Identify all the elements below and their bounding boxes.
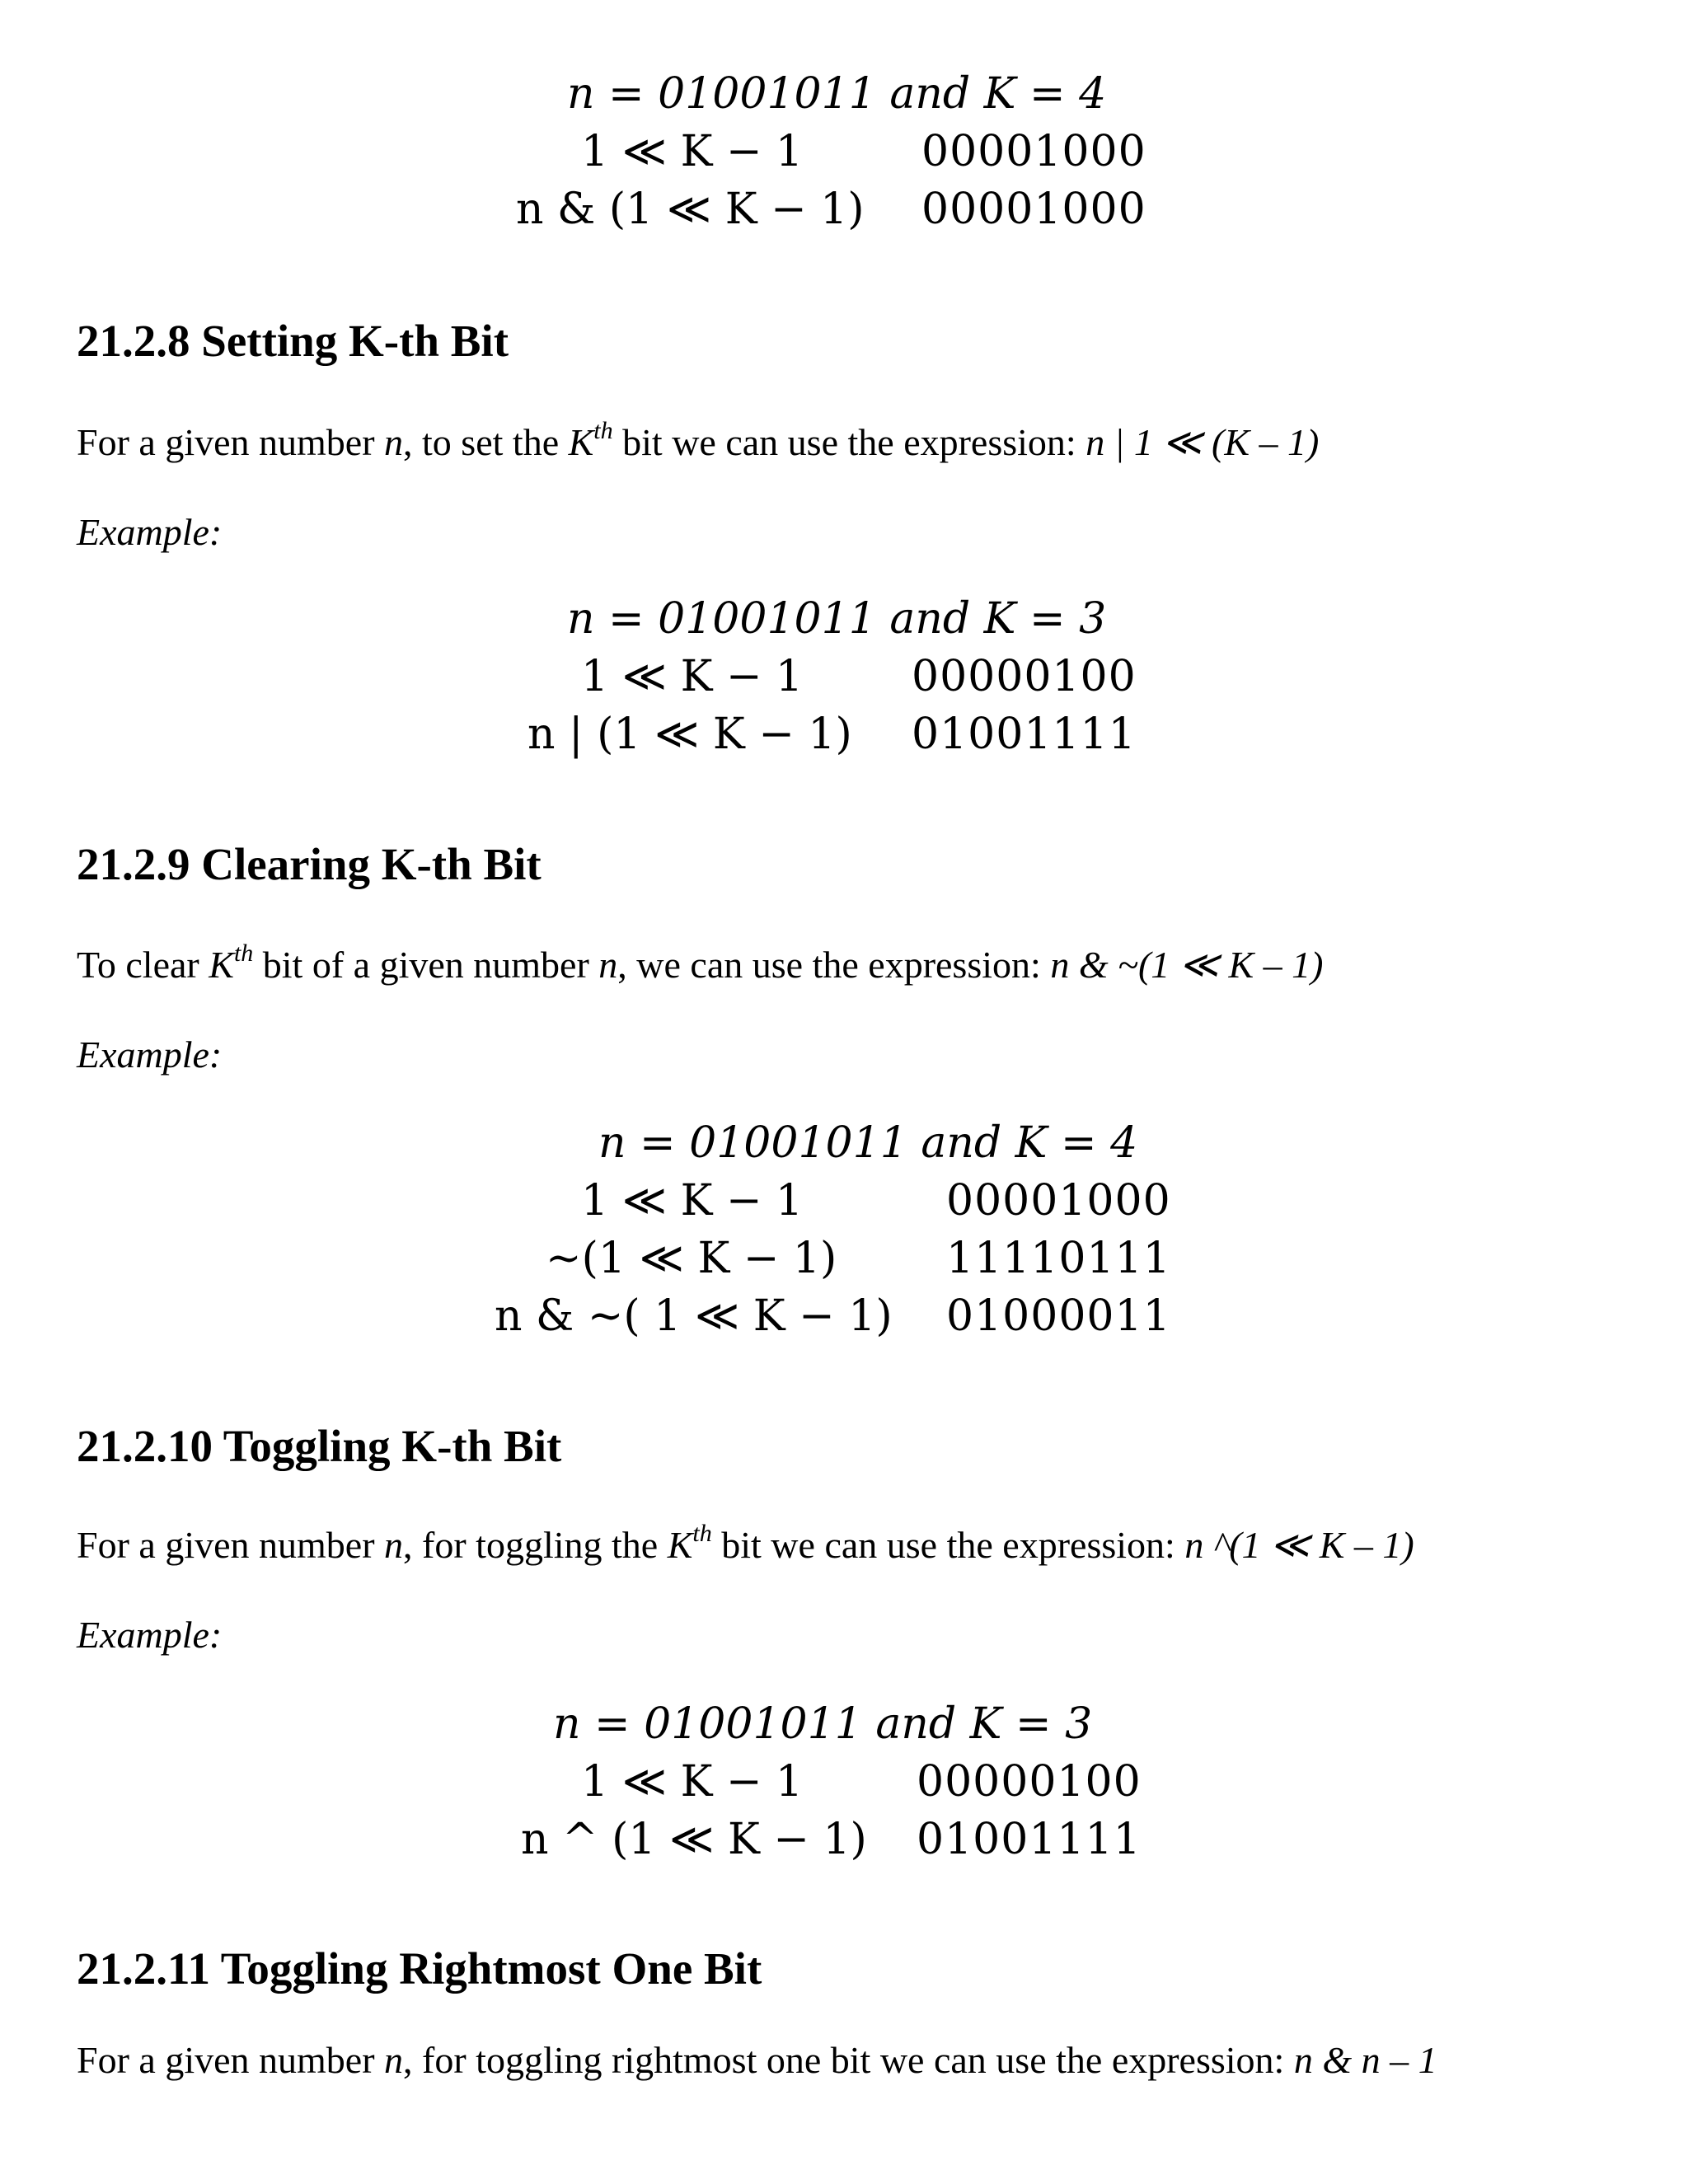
example-setting-math — [0, 591, 1688, 764]
text-run: bit we can use the expression: — [711, 1524, 1185, 1566]
math-header: n = 01001011 and K = 3 — [567, 594, 1107, 644]
text-run: bit of a given number — [253, 944, 599, 986]
variable-n: n — [384, 2039, 404, 2081]
section-heading-rightmost: 21.2.11 Toggling Rightmost One Bit — [77, 1943, 762, 1994]
math-header: n = 01001011 and K = 3 — [553, 1699, 1093, 1749]
math-row-expression: ~(1 ≪ K − 1) — [546, 1234, 837, 1283]
superscript-th: th — [692, 1520, 712, 1547]
math-row-bits: 01001111 — [912, 710, 1137, 759]
example-label: Example: — [77, 1033, 223, 1076]
math-row-bits: 00000100 — [917, 1757, 1142, 1807]
text-run: , we can use the expression: — [617, 944, 1051, 986]
math-row-expression: n & ~( 1 ≪ K − 1) — [495, 1291, 893, 1341]
variable-n: n — [384, 1524, 404, 1566]
math-row-bits: 01000011 — [946, 1291, 1171, 1341]
math-row-expression: n & (1 ≪ K − 1) — [516, 185, 865, 234]
variable-n: n — [598, 944, 618, 986]
math-row-bits: 00000100 — [912, 652, 1137, 701]
math-header: n = 01001011 and K = 4 — [598, 1118, 1138, 1168]
inline-expression: n ^(1 ≪ K – 1) — [1184, 1524, 1414, 1566]
text-run: For a given number — [77, 1524, 385, 1566]
superscript-th: th — [233, 940, 254, 967]
inline-expression: n & ~(1 ≪ K – 1) — [1050, 944, 1324, 986]
variable-k: K — [568, 421, 594, 463]
text-run: , for toggling the — [403, 1524, 668, 1566]
example-top-math — [0, 66, 1688, 239]
text-run: , to set the — [403, 421, 569, 463]
inline-expression: n & n – 1 — [1293, 2039, 1437, 2081]
math-row-bits: 11110111 — [946, 1234, 1171, 1283]
section-paragraph-setting — [77, 417, 1320, 463]
variable-n: n — [384, 421, 404, 463]
math-header: n = 01001011 and K = 4 — [567, 69, 1107, 119]
superscript-th: th — [593, 417, 613, 444]
example-label: Example: — [77, 1614, 223, 1656]
math-row-expression: 1 ≪ K − 1 — [581, 1757, 804, 1807]
math-row-expression: n ^ (1 ≪ K − 1) — [521, 1815, 867, 1864]
variable-k: K — [209, 944, 234, 986]
variable-k: K — [667, 1524, 693, 1566]
text-run: , for toggling rightmost one bit we can use the expression: — [403, 2039, 1294, 2081]
math-row-expression: 1 ≪ K − 1 — [581, 127, 804, 176]
inline-expression: n | 1 ≪ (K – 1) — [1085, 421, 1320, 463]
example-label: Example: — [77, 511, 223, 553]
math-row-bits: 01001111 — [917, 1815, 1142, 1864]
section-paragraph-rightmost — [77, 2041, 1437, 2079]
section-heading-toggling: 21.2.10 Toggling K-th Bit — [77, 1421, 562, 1471]
math-row-bits: 00001000 — [921, 185, 1146, 234]
math-row-expression: 1 ≪ K − 1 — [581, 652, 804, 701]
section-paragraph-toggling — [77, 1520, 1414, 1566]
example-clearing-math — [0, 1115, 1688, 1346]
text-run: For a given number — [77, 2039, 385, 2081]
math-row-bits: 00001000 — [921, 127, 1146, 176]
text-run: bit we can use the expression: — [612, 421, 1086, 463]
math-row-bits: 00001000 — [946, 1176, 1171, 1226]
math-row-expression: n | (1 ≪ K − 1) — [528, 710, 852, 759]
text-run: To clear — [77, 944, 209, 986]
text-run: For a given number — [77, 421, 385, 463]
math-row-expression: 1 ≪ K − 1 — [581, 1176, 804, 1226]
example-toggling-math — [0, 1696, 1688, 1869]
section-heading-setting: 21.2.8 Setting K-th Bit — [77, 316, 509, 366]
section-paragraph-clearing — [77, 940, 1324, 986]
section-heading-clearing: 21.2.9 Clearing K-th Bit — [77, 839, 542, 889]
